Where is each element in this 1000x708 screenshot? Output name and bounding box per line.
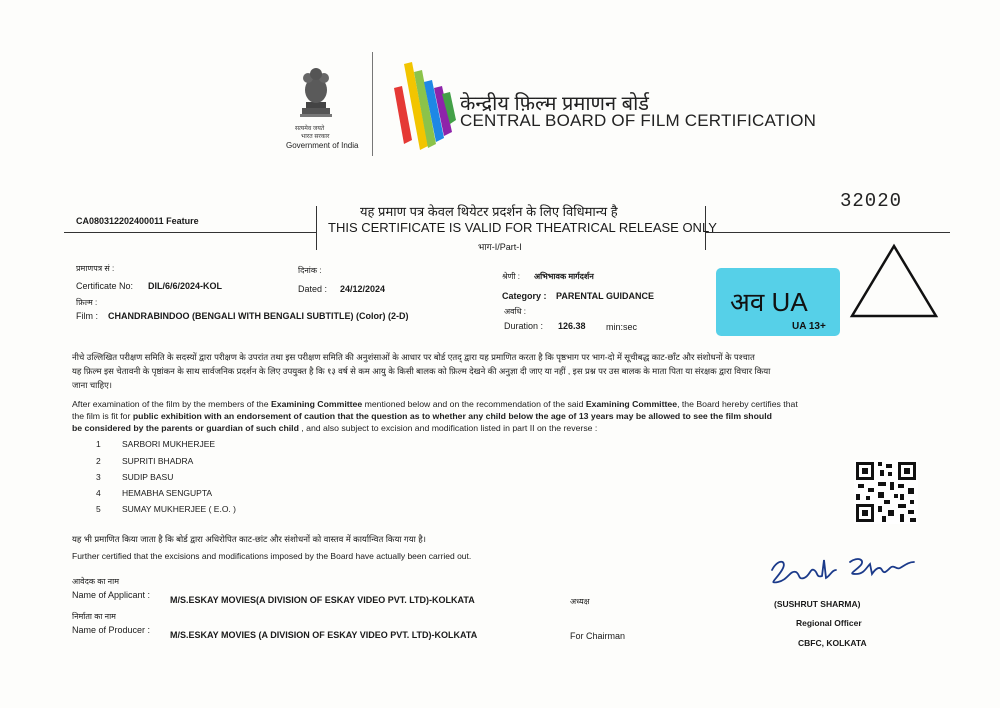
english-paragraph-line2 bbox=[72, 411, 772, 421]
signatory-name: (SUSHRUT SHARMA) bbox=[774, 599, 861, 609]
cbfc-logo-icon bbox=[394, 58, 456, 154]
para-bold: be considered by the parents or guardian of such child bbox=[72, 423, 299, 433]
further-hindi: यह भी प्रमाणित किया जाता है कि बोर्ड द्वारा अधिरोपित काट-छांट और संशोधनों को वास्तव में कार्यान्वित किया गया है। bbox=[72, 534, 426, 544]
para-bold: Examining Committee bbox=[585, 399, 678, 409]
member-name: HEMABHA SENGUPTA bbox=[122, 488, 213, 498]
rating-sub: UA 13+ bbox=[792, 321, 826, 332]
emblem-motto: सत्यमेव जयते bbox=[295, 126, 325, 132]
duration-unit: min:sec bbox=[606, 322, 638, 332]
emblem-hindi-text: भारत सरकार bbox=[301, 134, 330, 140]
header-divider bbox=[372, 52, 373, 156]
board-name-hindi: केन्द्रीय फ़िल्म प्रमाणन बोर्ड bbox=[460, 93, 649, 115]
national-emblem-icon bbox=[296, 64, 336, 124]
para-bold: public exhibition with an endorsement of caution that the question as to whether any child below the age of 13 years may be allowed to see the film should bbox=[132, 411, 772, 421]
validity-bracket-left bbox=[316, 206, 317, 250]
member-number: 3 bbox=[96, 472, 101, 482]
certificate-reference: CA080312202400011 Feature bbox=[76, 216, 199, 226]
date-label-hindi: दिनांक : bbox=[298, 266, 322, 275]
part-label: भाग-I/Part-I bbox=[478, 242, 522, 252]
hindi-paragraph-line2: यह फ़िल्म इस चेतावनी के पृष्ठांकन के साथ सार्वजनिक प्रदर्शन के लिए उपयुक्त है कि १३ वर्ष से कम आयु के किसी बालक को फ़िल्म देखने की अनुज्ञा दी जाए या नहीं , इस प्रश्न पर उस बालक के माता पिता या संरक्षक द्वारा विचार किया bbox=[72, 366, 771, 376]
para-bold: Examining Committee bbox=[270, 399, 363, 409]
film-value: CHANDRABINDOO (BENGALI WITH BENGALI SUBTITLE) (Color) (2-D) bbox=[108, 311, 409, 321]
signature-icon bbox=[766, 548, 926, 598]
para-text: , and also subject to excision and modification listed in part II on the reverse : bbox=[298, 423, 598, 433]
further-english: Further certified that the excisions and modifications imposed by the Board have actually been carried out. bbox=[72, 551, 472, 561]
validity-hindi: यह प्रमाण पत्र केवल थियेटर प्रदर्शन के लिए विधिमान्य है bbox=[360, 204, 618, 219]
member-name: SUDIP BASU bbox=[122, 472, 174, 482]
date-label: Dated : bbox=[298, 284, 328, 294]
duration-value: 126.38 bbox=[558, 321, 586, 331]
english-paragraph-line3 bbox=[72, 423, 597, 433]
producer-label: Name of Producer : bbox=[72, 625, 151, 635]
cert-no-label-hindi: प्रमाणपत्र सं : bbox=[76, 264, 115, 273]
duration-label-hindi: अवधि : bbox=[504, 307, 526, 316]
member-name: SUPRITI BHADRA bbox=[122, 456, 194, 466]
film-label-hindi: फ़िल्म : bbox=[76, 298, 98, 307]
chairman-hindi: अध्यक्ष bbox=[570, 597, 590, 606]
member-name: SARBORI MUKHERJEE bbox=[122, 439, 216, 449]
applicant-label: Name of Applicant : bbox=[72, 590, 151, 600]
member-number: 2 bbox=[96, 456, 101, 466]
member-number: 5 bbox=[96, 504, 101, 514]
triangle-icon bbox=[848, 242, 940, 320]
para-text: , the Board hereby certifies that bbox=[677, 399, 798, 409]
applicant-label-hindi: आवेदक का नाम bbox=[72, 577, 119, 586]
member-number: 4 bbox=[96, 488, 101, 498]
producer-label-hindi: निर्माता का नाम bbox=[72, 612, 116, 621]
emblem-english-text: Government of India bbox=[286, 141, 359, 150]
para-text: the film is fit for bbox=[72, 411, 133, 421]
category-value: PARENTAL GUIDANCE bbox=[556, 291, 655, 301]
member-name: SUMAY MUKHERJEE ( E.O. ) bbox=[122, 504, 236, 514]
board-name-english: CENTRAL BOARD OF FILM CERTIFICATION bbox=[460, 111, 817, 130]
applicant-value: M/S.ESKAY MOVIES(A DIVISION OF ESKAY VIDEO PVT. LTD)-KOLKATA bbox=[170, 595, 475, 605]
producer-value: M/S.ESKAY MOVIES (A DIVISION OF ESKAY VIDEO PVT. LTD)-KOLKATA bbox=[170, 630, 478, 640]
serial-number: 32020 bbox=[840, 190, 903, 212]
rating-badge bbox=[716, 268, 840, 336]
category-label-hindi: श्रेणी : bbox=[502, 272, 520, 281]
cert-no-label: Certificate No: bbox=[76, 281, 134, 291]
validity-english: THIS CERTIFICATE IS VALID FOR THEATRICAL RELEASE ONLY bbox=[328, 220, 717, 235]
rule-right bbox=[705, 232, 950, 233]
para-text: mentioned below and on the recommendation of the said bbox=[362, 399, 586, 409]
qr-code-icon bbox=[854, 460, 918, 524]
rule-left bbox=[64, 232, 316, 233]
category-value-hindi: अभिभावक मार्गदर्शन bbox=[534, 272, 594, 281]
category-label: Category : bbox=[502, 291, 547, 301]
film-label: Film : bbox=[76, 311, 98, 321]
member-number: 1 bbox=[96, 439, 101, 449]
rating-main: अव UA bbox=[730, 287, 808, 317]
para-text: After examination of the film by the members of the bbox=[72, 399, 271, 409]
date-value: 24/12/2024 bbox=[340, 284, 386, 294]
hindi-paragraph-line1: नीचे उल्लिखित परीक्षण समिति के सदस्यों द्वारा परीक्षण के उपरांत तथा इस परीक्षण समिति की अनुशंसाओं के आधार पर बोर्ड एतद् द्वारा यह प्रमाणित करता है कि पृष्ठभाग पर भाग-दो में सूचीबद्ध काट-छाँट और संशोधनों के पश्चात bbox=[72, 352, 755, 362]
english-paragraph-line1 bbox=[72, 399, 798, 409]
duration-label: Duration : bbox=[504, 321, 544, 331]
signatory-office: CBFC, KOLKATA bbox=[798, 638, 867, 648]
chairman-english: For Chairman bbox=[570, 631, 626, 641]
cert-no-value: DIL/6/6/2024-KOL bbox=[148, 281, 223, 291]
signatory-designation: Regional Officer bbox=[796, 618, 862, 628]
hindi-paragraph-line3: जाना चाहिए। bbox=[72, 380, 113, 390]
